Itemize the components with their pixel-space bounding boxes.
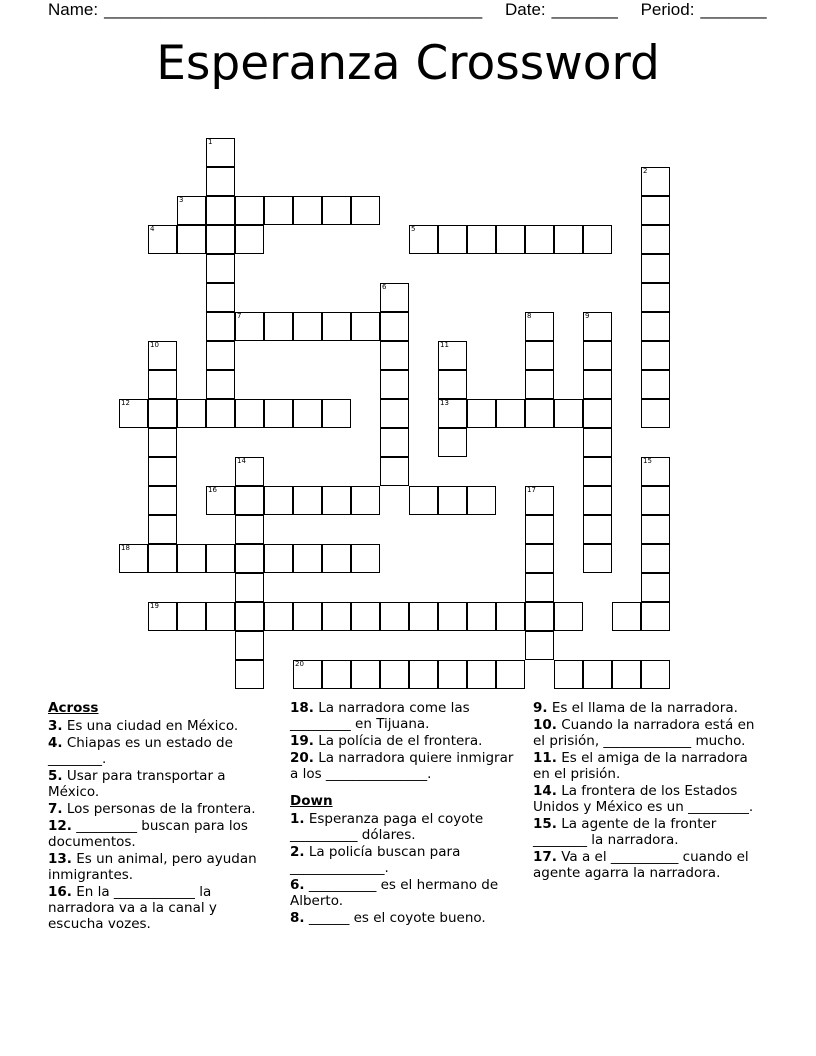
crossword-cell[interactable] [554,225,583,254]
clue [48,801,276,817]
crossword-cell[interactable] [380,660,409,689]
clue-number: 19. [290,733,314,749]
clue [290,844,518,876]
clue-number: 13. [48,851,72,867]
clue-number: 16. [48,884,72,900]
crossword-cell[interactable] [177,196,206,225]
crossword-cell[interactable] [612,660,641,689]
clue [290,877,518,909]
clue-text: La agente de la fronter ________ la narradora. [533,816,717,848]
crossword-cell[interactable] [119,544,148,573]
crossword-cell[interactable] [467,225,496,254]
crossword-cell[interactable] [554,660,583,689]
crossword-cell[interactable] [322,660,351,689]
clue-number: 2. [290,844,305,860]
clue-number: 13 [440,399,449,407]
date-field[interactable]: _______ [551,0,618,19]
crossword-cell[interactable] [235,312,264,341]
clue-number: 14 [237,457,246,465]
crossword-cell[interactable] [235,196,264,225]
clue [290,811,518,843]
crossword-cell[interactable] [380,602,409,631]
clue-text: Cuando la narradora está en el prisión, _____________ mucho. [533,717,755,749]
crossword-cell[interactable] [148,341,177,370]
crossword-cell[interactable] [641,515,670,544]
clue-number: 15. [533,816,557,832]
crossword-cell[interactable] [235,225,264,254]
clue [533,750,761,782]
clue-number: 1. [290,811,305,827]
section-heading: Across [48,700,99,716]
crossword-cell[interactable] [206,196,235,225]
clue [290,733,518,749]
crossword-cell[interactable] [641,660,670,689]
crossword-cell[interactable] [206,399,235,428]
clue-number: 9 [585,312,590,320]
clue-number: 11. [533,750,557,766]
crossword-cell[interactable] [554,602,583,631]
crossword-cell[interactable] [380,341,409,370]
crossword-cell[interactable] [438,660,467,689]
clue-number: 1 [208,138,213,146]
crossword-cell[interactable] [409,602,438,631]
clue-text: La polícia de el frontera. [313,733,483,749]
period-label: Period: [640,0,695,19]
crossword-cell[interactable] [641,225,670,254]
name-label: Name: [48,0,99,19]
crossword-cell[interactable] [148,457,177,486]
crossword-cell[interactable] [322,312,351,341]
clue-number: 7. [48,801,63,817]
crossword-cell[interactable] [525,573,554,602]
clue-number: 12 [121,399,130,407]
crossword-cell[interactable] [525,486,554,515]
clue-number: 8. [290,910,305,926]
crossword-cell[interactable] [148,225,177,254]
crossword-cell[interactable] [525,515,554,544]
crossword-cell[interactable] [148,370,177,399]
crossword-cell[interactable] [525,370,554,399]
clue-number: 7 [237,312,242,320]
crossword-cell[interactable] [438,486,467,515]
crossword-cell[interactable] [177,602,206,631]
clue-number: 17 [527,486,536,494]
crossword-cell[interactable] [380,283,409,312]
crossword-cell[interactable] [438,399,467,428]
clue-number: 5. [48,768,63,784]
crossword-cell[interactable] [380,312,409,341]
crossword-cell[interactable] [206,486,235,515]
crossword-cell[interactable] [264,486,293,515]
clue [48,768,276,800]
crossword-cell[interactable] [641,399,670,428]
crossword-cell[interactable] [206,254,235,283]
crossword-cell[interactable] [322,602,351,631]
crossword-cell[interactable] [409,660,438,689]
crossword-cell[interactable] [496,660,525,689]
crossword-cell[interactable] [119,399,148,428]
clue-text: ______ es el coyote bueno. [304,910,486,926]
crossword-cell[interactable] [583,660,612,689]
clue-text: Esperanza paga el coyote __________ dólares. [290,811,484,843]
clue [48,884,276,932]
crossword-cell[interactable] [322,399,351,428]
clue-number: 15 [643,457,652,465]
crossword-cell[interactable] [235,399,264,428]
crossword-cell[interactable] [380,457,409,486]
clue [48,818,276,850]
crossword-cell[interactable] [293,196,322,225]
clue-number: 3. [48,718,63,734]
crossword-cell[interactable] [148,428,177,457]
clue-number: 2 [643,167,648,175]
crossword-cell[interactable] [351,602,380,631]
crossword-cell[interactable] [467,660,496,689]
crossword-cell[interactable] [293,399,322,428]
crossword-cell[interactable] [525,341,554,370]
crossword-cell[interactable] [264,196,293,225]
clue-number: 4. [48,735,63,751]
section-heading: Down [290,793,333,809]
period-field[interactable]: _______ [700,0,767,19]
crossword-cell[interactable] [438,370,467,399]
clue-text: La frontera de los Estados Unidos y México es un _________. [533,783,754,815]
crossword-cell[interactable] [641,196,670,225]
crossword-cell[interactable] [322,486,351,515]
clues-column-2 [290,700,518,927]
crossword-cell[interactable] [525,631,554,660]
crossword-cell[interactable] [641,486,670,515]
clue-number: 11 [440,341,449,349]
clue [533,700,761,716]
crossword-cell[interactable] [206,283,235,312]
crossword-cell[interactable] [525,225,554,254]
crossword-cell[interactable] [641,167,670,196]
crossword-cell[interactable] [322,196,351,225]
crossword-cell[interactable] [235,660,264,689]
crossword-cell[interactable] [438,602,467,631]
crossword-cell[interactable] [206,138,235,167]
clue-text: Es el llama de la narradora. [547,700,738,716]
clue [290,700,518,732]
crossword-cell[interactable] [177,399,206,428]
clue [533,849,761,881]
crossword-cell[interactable] [554,399,583,428]
crossword-cell[interactable] [380,370,409,399]
crossword-cell[interactable] [583,486,612,515]
crossword-cell[interactable] [583,428,612,457]
crossword-cell[interactable] [148,399,177,428]
clue-text: Es el amiga de la narradora en el prisión. [533,750,748,782]
clue [48,718,276,734]
crossword-cell[interactable] [351,312,380,341]
crossword-cell[interactable] [351,196,380,225]
crossword-cell[interactable] [641,283,670,312]
clue-number: 20. [290,750,314,766]
crossword-cell[interactable] [293,602,322,631]
crossword-cell[interactable] [641,573,670,602]
crossword-cell[interactable] [264,312,293,341]
crossword-cell[interactable] [293,486,322,515]
clue [48,851,276,883]
crossword-cell[interactable] [467,486,496,515]
crossword-cell[interactable] [641,370,670,399]
clues-column-1 [48,700,276,933]
crossword-cell[interactable] [264,399,293,428]
crossword-cell[interactable] [293,660,322,689]
crossword-cell[interactable] [264,602,293,631]
clue-text: Chiapas es un estado de ________. [48,735,233,767]
clue-number: 10 [150,341,159,349]
crossword-cell[interactable] [293,312,322,341]
crossword-cell[interactable] [583,312,612,341]
clue-number: 12. [48,818,72,834]
crossword-cell[interactable] [438,341,467,370]
crossword-cell[interactable] [206,602,235,631]
crossword-cell[interactable] [467,399,496,428]
clue [290,910,518,926]
clue [533,717,761,749]
crossword-cell[interactable] [235,573,264,602]
crossword-cell[interactable] [583,225,612,254]
crossword-cell[interactable] [206,312,235,341]
crossword-cell[interactable] [264,544,293,573]
date-label: Date: [505,0,546,19]
crossword-cell[interactable] [583,515,612,544]
crossword-cell[interactable] [322,544,351,573]
crossword-cell[interactable] [148,602,177,631]
crossword-cell[interactable] [148,515,177,544]
crossword-cell[interactable] [641,544,670,573]
crossword-cell[interactable] [206,370,235,399]
clue-text: Los personas de la frontera. [62,801,256,817]
crossword-cell[interactable] [380,428,409,457]
clue-text: __________ es el hermano de Alberto. [290,877,499,909]
clue-text: Va a el __________ cuando el agente agarra la narradora. [533,849,749,881]
crossword-cell[interactable] [177,225,206,254]
clue-number: 3 [179,196,184,204]
clue-number: 5 [411,225,416,233]
clue [533,816,761,848]
crossword-cell[interactable] [351,486,380,515]
crossword-cell[interactable] [583,544,612,573]
crossword-cell[interactable] [148,544,177,573]
crossword-cell[interactable] [351,544,380,573]
clue-number: 6 [382,283,387,291]
crossword-cell[interactable] [496,399,525,428]
clue-number: 6. [290,877,305,893]
crossword-cell[interactable] [583,399,612,428]
clue-number: 10. [533,717,557,733]
crossword-cell[interactable] [525,602,554,631]
clue-text: La policía buscan para ______________. [290,844,461,876]
crossword-cell[interactable] [409,225,438,254]
crossword-cell[interactable] [583,457,612,486]
clue-number: 9. [533,700,548,716]
crossword-cell[interactable] [641,457,670,486]
crossword-cell[interactable] [467,602,496,631]
clue-number: 19 [150,602,159,610]
crossword-cell[interactable] [641,341,670,370]
crossword-cell[interactable] [206,544,235,573]
crossword-cell[interactable] [525,312,554,341]
crossword-cell[interactable] [525,544,554,573]
crossword-cell[interactable] [293,544,322,573]
crossword-cell[interactable] [206,341,235,370]
clue-text: En la ____________ la narradora va a la canal y escucha vozes. [48,884,217,932]
clue-number: 4 [150,225,155,233]
clue-number: 16 [208,486,217,494]
crossword-cell[interactable] [235,602,264,631]
clue-text: _________ buscan para los documentos. [48,818,248,850]
crossword-cell[interactable] [583,341,612,370]
clue-number: 14. [533,783,557,799]
clues-column-3 [533,700,761,882]
spacer [290,783,518,793]
crossword-cell[interactable] [612,602,641,631]
crossword-cell[interactable] [235,486,264,515]
crossword-cell[interactable] [641,254,670,283]
crossword-cell[interactable] [235,544,264,573]
crossword-cell[interactable] [235,631,264,660]
clue-text: Es una ciudad en México. [62,718,239,734]
clue-number: 8 [527,312,532,320]
crossword-cell[interactable] [206,225,235,254]
clue-text: Es un animal, pero ayudan inmigrantes. [48,851,257,883]
name-field[interactable]: ________________________________________ [104,0,483,19]
crossword-cell[interactable] [380,399,409,428]
page-title: Esperanza Crossword [156,36,660,91]
crossword-cell[interactable] [235,457,264,486]
clue-text: La narradora quiere inmigrar a los _______________. [290,750,514,782]
crossword-cell[interactable] [148,486,177,515]
crossword-cell[interactable] [641,602,670,631]
crossword-cell[interactable] [641,312,670,341]
clue-number: 20 [295,660,304,668]
clue [290,750,518,782]
clue [533,783,761,815]
crossword-cell[interactable] [235,515,264,544]
clue [48,735,276,767]
clue-number: 17. [533,849,557,865]
crossword-cell[interactable] [206,167,235,196]
crossword-cell[interactable] [409,486,438,515]
crossword-cell[interactable] [583,370,612,399]
clue-number: 18 [121,544,130,552]
clue-text: Usar para transportar a México. [48,768,226,800]
crossword-cell[interactable] [438,225,467,254]
crossword-cell[interactable] [496,225,525,254]
clue-number: 18. [290,700,314,716]
crossword-cell[interactable] [496,602,525,631]
crossword-cell[interactable] [525,399,554,428]
crossword-cell[interactable] [438,428,467,457]
clue-text: La narradora come las _________ en Tijuana. [290,700,470,732]
crossword-cell[interactable] [177,544,206,573]
crossword-cell[interactable] [351,660,380,689]
